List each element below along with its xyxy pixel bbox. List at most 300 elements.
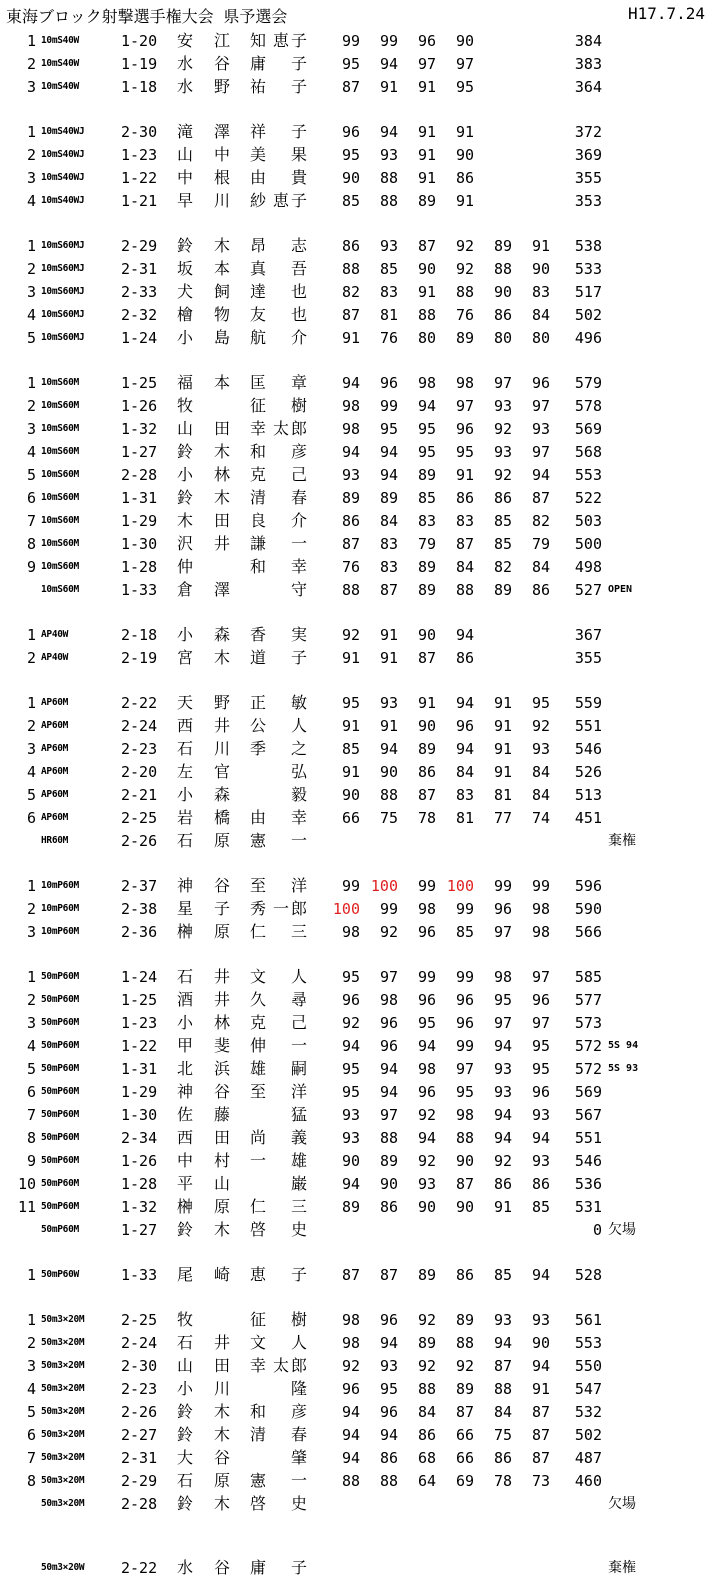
- name-char: 石: [176, 739, 193, 758]
- rank: 2: [26, 55, 36, 73]
- name-char: 啓: [249, 1220, 266, 1239]
- series-score: 98: [455, 1106, 474, 1124]
- shooter-number: 1-26: [121, 1152, 158, 1170]
- series-score: 96: [455, 717, 474, 735]
- series-score: 95: [455, 78, 474, 96]
- name-char: 村: [213, 1151, 230, 1170]
- series-score: 88: [379, 1129, 398, 1147]
- name-char: 知: [249, 31, 266, 50]
- name-char: 敏: [290, 693, 307, 712]
- series-score: 96: [417, 1083, 436, 1101]
- series-score: 86: [455, 489, 474, 507]
- event-code: 50mP60M: [41, 1178, 79, 1189]
- series-score: 97: [493, 374, 512, 392]
- name-char: 石: [176, 1471, 193, 1490]
- total-score: 451: [574, 809, 602, 827]
- total-score: 496: [574, 329, 602, 347]
- remark: 棄権: [608, 1560, 636, 1576]
- name-char: 彦: [290, 442, 307, 461]
- series-score: 97: [531, 443, 550, 461]
- series-score: 94: [493, 1106, 512, 1124]
- result-row: [0, 1173, 721, 1195]
- total-score: 0: [592, 1221, 602, 1239]
- rank: 1: [26, 626, 36, 644]
- series-score: 91: [379, 78, 398, 96]
- name-char: 郎: [290, 419, 307, 438]
- series-score: 89: [455, 1311, 474, 1329]
- name-char: 本: [213, 373, 230, 392]
- shooter-number: 2-31: [121, 1449, 158, 1467]
- name-char: 子: [290, 191, 307, 210]
- series-score: 91: [417, 146, 436, 164]
- name-char: 一: [290, 534, 307, 553]
- name-char: 達: [249, 282, 266, 301]
- total-score: 579: [574, 374, 602, 392]
- name-char: 水: [176, 54, 193, 73]
- series-score: 97: [455, 55, 474, 73]
- total-score: 353: [574, 192, 602, 210]
- series-score: 92: [341, 626, 360, 644]
- result-row: [0, 1081, 721, 1103]
- series-score: 97: [493, 923, 512, 941]
- series-score: 85: [417, 489, 436, 507]
- series-score: 80: [531, 329, 550, 347]
- name-char: 友: [249, 305, 266, 324]
- series-score: 93: [493, 1083, 512, 1101]
- series-score: 90: [455, 32, 474, 50]
- series-score: 90: [417, 626, 436, 644]
- event-code: 50m3×20W: [41, 1562, 85, 1573]
- series-score: 88: [455, 1334, 474, 1352]
- name-char: 野: [213, 77, 230, 96]
- name-char: 林: [213, 1013, 230, 1032]
- name-char: 水: [176, 77, 193, 96]
- name-char: 季: [249, 739, 266, 758]
- series-score: 99: [379, 397, 398, 415]
- series-score: 99: [531, 877, 550, 895]
- result-row: [0, 53, 721, 75]
- name-char: 也: [290, 282, 307, 301]
- series-score: 88: [493, 1380, 512, 1398]
- series-score: 95: [531, 694, 550, 712]
- remark: OPEN: [608, 584, 633, 595]
- shooter-number: 2-23: [121, 1380, 158, 1398]
- result-row: [0, 647, 721, 669]
- series-score: 80: [417, 329, 436, 347]
- name-char: 木: [213, 1425, 230, 1444]
- series-score: 100: [370, 877, 398, 895]
- series-score: 86: [493, 1449, 512, 1467]
- series-score: 87: [341, 1266, 360, 1284]
- name-char: 真: [249, 259, 266, 278]
- series-score: 86: [493, 489, 512, 507]
- series-score: 90: [531, 260, 550, 278]
- name-char: 春: [290, 1425, 307, 1444]
- name-char: 公: [249, 716, 266, 735]
- event-code: 10mS40WJ: [41, 195, 85, 206]
- shooter-number: 1-29: [121, 512, 158, 530]
- series-score: 100: [332, 900, 360, 918]
- series-score: 91: [493, 740, 512, 758]
- name-char: 井: [213, 990, 230, 1009]
- name-char: 谷: [213, 1558, 230, 1577]
- total-score: 369: [574, 146, 602, 164]
- series-score: 93: [379, 694, 398, 712]
- total-score: 578: [574, 397, 602, 415]
- series-score: 90: [341, 1152, 360, 1170]
- series-score: 94: [493, 1037, 512, 1055]
- series-score: 87: [493, 1357, 512, 1375]
- rank: 11: [17, 1198, 36, 1216]
- name-char: 也: [290, 305, 307, 324]
- series-score: 82: [531, 512, 550, 530]
- name-char: 森: [213, 785, 230, 804]
- name-char: 江: [213, 31, 230, 50]
- name-char: 郎: [290, 1356, 307, 1375]
- series-score: 84: [455, 558, 474, 576]
- total-score: 590: [574, 900, 602, 918]
- name-char: 石: [176, 967, 193, 986]
- name-char: 林: [213, 465, 230, 484]
- series-score: 92: [417, 1357, 436, 1375]
- rank: 3: [26, 420, 36, 438]
- event-code: 10mS60M: [41, 584, 79, 595]
- series-score: 96: [417, 32, 436, 50]
- series-score: 94: [493, 1129, 512, 1147]
- series-score: 91: [379, 649, 398, 667]
- name-char: 憲: [249, 831, 266, 850]
- series-score: 92: [455, 260, 474, 278]
- name-char: 甲: [176, 1036, 193, 1055]
- result-row: [0, 418, 721, 440]
- name-char: 子: [290, 77, 307, 96]
- series-score: 89: [417, 581, 436, 599]
- result-row: [0, 1104, 721, 1126]
- series-score: 76: [455, 306, 474, 324]
- series-score: 99: [493, 877, 512, 895]
- name-char: 鈴: [176, 1402, 193, 1421]
- shooter-number: 2-24: [121, 717, 158, 735]
- series-score: 95: [341, 968, 360, 986]
- name-char: 弘: [290, 762, 307, 781]
- series-score: 96: [455, 1014, 474, 1032]
- shooter-number: 2-21: [121, 786, 158, 804]
- event-code: AP60M: [41, 766, 69, 777]
- name-char: 井: [213, 534, 230, 553]
- name-char: 文: [249, 967, 266, 986]
- result-row: [0, 327, 721, 349]
- rank: 4: [26, 763, 36, 781]
- name-char: 一: [290, 831, 307, 850]
- series-score: 87: [341, 535, 360, 553]
- shooter-number: 1-23: [121, 1014, 158, 1032]
- result-row: [0, 395, 721, 417]
- series-score: 95: [455, 443, 474, 461]
- result-row: [0, 1150, 721, 1172]
- shooter-number: 2-30: [121, 123, 158, 141]
- series-score: 92: [417, 1311, 436, 1329]
- name-char: 井: [213, 967, 230, 986]
- result-row: [0, 556, 721, 578]
- series-score: 98: [341, 420, 360, 438]
- series-score: 93: [417, 1175, 436, 1193]
- shooter-number: 2-36: [121, 923, 158, 941]
- result-row: [0, 76, 721, 98]
- page-title: 東海ブロック射撃選手権大会 県予選会: [6, 7, 288, 26]
- name-char: 谷: [213, 876, 230, 895]
- name-char: 史: [290, 1220, 307, 1239]
- series-score: 91: [341, 763, 360, 781]
- name-char: 官: [213, 762, 230, 781]
- result-row: [0, 304, 721, 326]
- name-char: 鈴: [176, 488, 193, 507]
- total-score: 546: [574, 740, 602, 758]
- name-char: 太: [272, 1356, 289, 1375]
- rank: 1: [26, 123, 36, 141]
- series-score: 96: [531, 374, 550, 392]
- event-code: 10mS40WJ: [41, 149, 85, 160]
- event-code: 50mP60M: [41, 1132, 79, 1143]
- name-char: 尾: [176, 1265, 193, 1284]
- series-score: 95: [341, 694, 360, 712]
- series-score: 75: [493, 1426, 512, 1444]
- result-row: [0, 30, 721, 52]
- rank: 2: [26, 146, 36, 164]
- series-score: 89: [493, 237, 512, 255]
- series-score: 91: [341, 329, 360, 347]
- series-score: 91: [455, 192, 474, 210]
- event-code: 10mS60M: [41, 423, 79, 434]
- name-char: 西: [176, 716, 193, 735]
- name-char: 田: [213, 1128, 230, 1147]
- series-score: 100: [446, 877, 474, 895]
- event-code: 50mP60M: [41, 1155, 79, 1166]
- series-score: 91: [493, 717, 512, 735]
- shooter-number: 1-28: [121, 1175, 158, 1193]
- series-score: 88: [417, 306, 436, 324]
- name-char: 一: [272, 899, 289, 918]
- result-row: [0, 121, 721, 143]
- shooter-number: 1-25: [121, 374, 158, 392]
- event-code: 10mP60M: [41, 926, 79, 937]
- series-score: 89: [455, 329, 474, 347]
- name-char: 安: [176, 31, 193, 50]
- name-char: 木: [213, 1402, 230, 1421]
- series-score: 93: [531, 1311, 550, 1329]
- series-score: 87: [455, 1175, 474, 1193]
- total-score: 517: [574, 283, 602, 301]
- shooter-number: 2-27: [121, 1426, 158, 1444]
- series-score: 84: [531, 558, 550, 576]
- shooter-number: 2-29: [121, 237, 158, 255]
- name-char: 子: [290, 648, 307, 667]
- name-char: 三: [290, 922, 307, 941]
- series-score: 98: [341, 397, 360, 415]
- total-score: 547: [574, 1380, 602, 1398]
- name-char: 紗: [249, 191, 266, 210]
- name-char: 水: [176, 1558, 193, 1577]
- name-char: 恵: [272, 191, 289, 210]
- series-score: 93: [531, 1152, 550, 1170]
- series-score: 83: [379, 535, 398, 553]
- series-score: 84: [531, 306, 550, 324]
- name-char: 克: [249, 465, 266, 484]
- series-score: 90: [341, 169, 360, 187]
- series-score: 90: [455, 146, 474, 164]
- name-char: 牧: [176, 396, 193, 415]
- series-score: 87: [417, 237, 436, 255]
- rank: 2: [26, 397, 36, 415]
- series-score: 96: [531, 991, 550, 1009]
- event-code: 50m3×20M: [41, 1314, 85, 1325]
- rank: 3: [26, 1357, 36, 1375]
- series-score: 97: [455, 1060, 474, 1078]
- name-char: 小: [176, 328, 193, 347]
- series-score: 78: [493, 1472, 512, 1490]
- shooter-number: 2-20: [121, 763, 158, 781]
- series-score: 98: [417, 1060, 436, 1078]
- series-score: 96: [341, 1380, 360, 1398]
- series-score: 91: [417, 694, 436, 712]
- total-score: 551: [574, 1129, 602, 1147]
- series-score: 98: [341, 1311, 360, 1329]
- name-char: 幸: [249, 1356, 266, 1375]
- name-char: 鈴: [176, 1220, 193, 1239]
- event-code: 50m3×20M: [41, 1452, 85, 1463]
- event-code: 10mS60M: [41, 377, 79, 388]
- name-char: 檜: [176, 305, 193, 324]
- series-score: 79: [417, 535, 436, 553]
- event-code: 50m3×20M: [41, 1475, 85, 1486]
- total-score: 566: [574, 923, 602, 941]
- event-code: 10mS60M: [41, 515, 79, 526]
- shooter-number: 2-26: [121, 832, 158, 850]
- name-char: 己: [290, 1013, 307, 1032]
- series-score: 84: [531, 763, 550, 781]
- name-char: 猛: [290, 1105, 307, 1124]
- total-score: 559: [574, 694, 602, 712]
- series-score: 99: [417, 968, 436, 986]
- series-score: 96: [379, 1403, 398, 1421]
- result-row: [0, 441, 721, 463]
- result-row: [0, 989, 721, 1011]
- name-char: 石: [176, 831, 193, 850]
- series-score: 90: [455, 1152, 474, 1170]
- name-char: 仁: [249, 1197, 266, 1216]
- name-char: 坂: [176, 259, 193, 278]
- event-code: 10mS60M: [41, 446, 79, 457]
- event-date: H17.7.24: [628, 4, 706, 23]
- result-row: [0, 235, 721, 257]
- name-char: 樹: [290, 1310, 307, 1329]
- result-row: [0, 830, 721, 852]
- name-char: 彦: [290, 1402, 307, 1421]
- total-score: 372: [574, 123, 602, 141]
- name-char: 祥: [249, 122, 266, 141]
- name-char: 尚: [249, 1128, 266, 1147]
- series-score: 96: [455, 991, 474, 1009]
- series-score: 84: [493, 1403, 512, 1421]
- rank: 4: [26, 443, 36, 461]
- total-score: 383: [574, 55, 602, 73]
- series-score: 79: [531, 535, 550, 553]
- event-code: AP40W: [41, 652, 69, 663]
- series-score: 89: [417, 466, 436, 484]
- rank: 2: [26, 1334, 36, 1352]
- rank: 3: [26, 169, 36, 187]
- name-char: 昂: [249, 236, 266, 255]
- series-score: 96: [455, 420, 474, 438]
- event-code: 50mP60M: [41, 1224, 79, 1235]
- series-score: 87: [455, 1403, 474, 1421]
- total-score: 367: [574, 626, 602, 644]
- series-score: 94: [379, 1334, 398, 1352]
- total-score: 531: [574, 1198, 602, 1216]
- total-score: 513: [574, 786, 602, 804]
- total-score: 355: [574, 649, 602, 667]
- name-char: 山: [176, 145, 193, 164]
- series-score: 86: [493, 1175, 512, 1193]
- name-char: 神: [176, 1082, 193, 1101]
- name-char: 牧: [176, 1310, 193, 1329]
- name-char: 洋: [290, 876, 307, 895]
- name-char: 史: [290, 1494, 307, 1513]
- event-code: 50m3×20M: [41, 1498, 85, 1509]
- name-char: 正: [249, 693, 266, 712]
- name-char: 啓: [249, 1494, 266, 1513]
- series-score: 92: [379, 923, 398, 941]
- name-char: 鈴: [176, 1425, 193, 1444]
- total-score: 533: [574, 260, 602, 278]
- series-score: 94: [455, 626, 474, 644]
- series-score: 92: [493, 1152, 512, 1170]
- shooter-number: 2-32: [121, 306, 158, 324]
- series-score: 89: [417, 740, 436, 758]
- event-code: 10mP60M: [41, 880, 79, 891]
- event-code: 10mS60M: [41, 561, 79, 572]
- result-row: [0, 167, 721, 189]
- name-char: 倉: [176, 580, 193, 599]
- series-score: 85: [531, 1198, 550, 1216]
- name-char: 雄: [290, 1151, 307, 1170]
- name-char: 澤: [213, 122, 230, 141]
- event-code: 10mS60MJ: [41, 286, 85, 297]
- series-score: 93: [341, 466, 360, 484]
- rank: 3: [26, 78, 36, 96]
- name-char: 巌: [290, 1174, 307, 1193]
- series-score: 99: [417, 877, 436, 895]
- name-char: 仲: [176, 557, 193, 576]
- name-char: 佐: [176, 1105, 193, 1124]
- rank: 6: [26, 1083, 36, 1101]
- rank: 5: [26, 329, 36, 347]
- series-score: 94: [379, 466, 398, 484]
- series-score: 94: [379, 443, 398, 461]
- series-score: 95: [531, 1060, 550, 1078]
- series-score: 83: [417, 512, 436, 530]
- series-score: 86: [493, 306, 512, 324]
- total-score: 532: [574, 1403, 602, 1421]
- series-score: 85: [341, 740, 360, 758]
- name-char: 一: [249, 1151, 266, 1170]
- name-char: 人: [290, 1333, 307, 1352]
- remark: 欠場: [608, 1496, 636, 1512]
- rank: 9: [26, 1152, 36, 1170]
- event-code: HR60M: [41, 835, 69, 846]
- name-char: 小: [176, 785, 193, 804]
- series-score: 94: [531, 1129, 550, 1147]
- series-score: 83: [379, 283, 398, 301]
